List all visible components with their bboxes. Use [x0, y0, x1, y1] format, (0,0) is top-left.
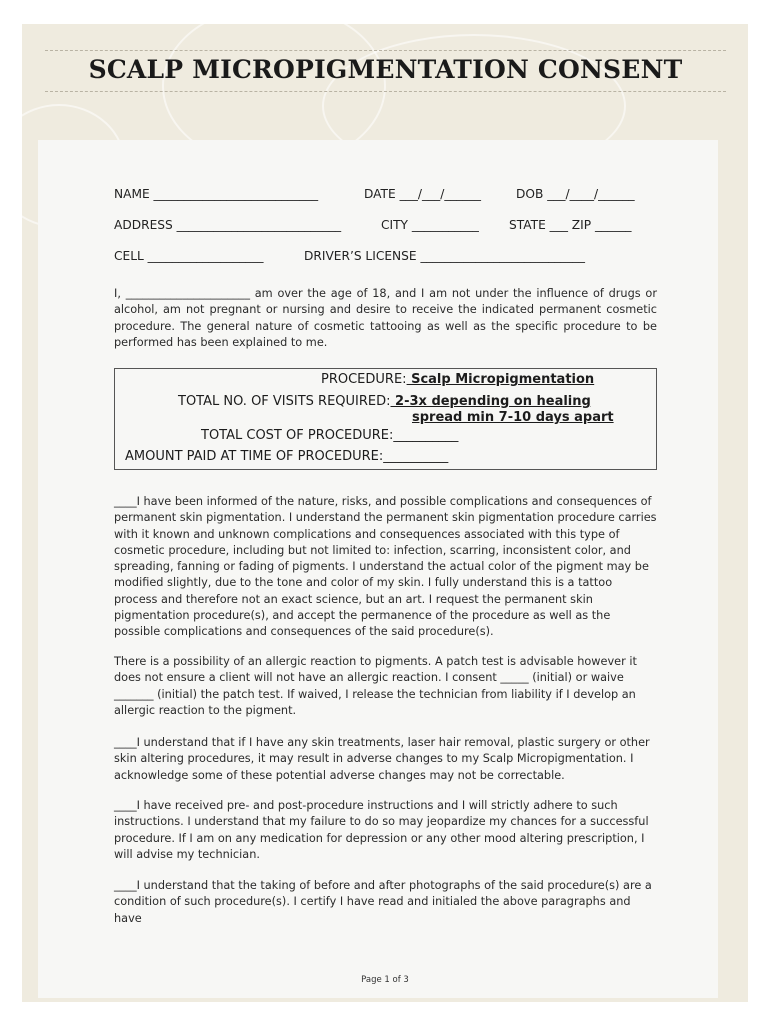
- cost-row: [201, 428, 458, 443]
- paid-value[interactable]: __________: [383, 449, 449, 464]
- treatments-paragraph: ____I understand that if I have any skin treatments, laser hair removal, plastic surgery or other skin altering procedures, it may result in adverse changes to my Scalp Micropigmentation. I acknowledge some of these potential adverse changes may not be correctable.: [114, 736, 650, 782]
- visits-value-2: spread min 7-10 days apart: [412, 410, 614, 425]
- allergy-paragraph: There is a possibility of an allergic reaction to pigments. A patch test is advisable however it does not ensure a client will not have an allergic reaction. I consent _____ (initial) or waive _______ (initial) the patch test. If waived, I release the technician from liability if I develop an allergic reaction to the pigment.: [114, 655, 637, 717]
- paid-label: AMOUNT PAID AT TIME OF PROCEDURE:: [125, 449, 384, 464]
- drivers-license-field[interactable]: DRIVER’S LICENSE ___________________________: [304, 249, 585, 263]
- dob-field[interactable]: DOB ___/____/______: [516, 187, 635, 201]
- instructions-paragraph: ____I have received pre- and post-procedure instructions and I will strictly adhere to such instructions. I understand that my failure to do so may jeopardize my chances for a successful procedure. If I am on any medication for depression or any other mood altering prescription, I will advise my technician.: [114, 799, 649, 861]
- page-title: SCALP MICROPIGMENTATION CONSENT: [88, 55, 683, 84]
- procedure-value: Scalp Micropigmentation: [406, 372, 595, 387]
- state-zip-field[interactable]: STATE ___ ZIP ______: [509, 218, 632, 232]
- procedure-label: PROCEDURE:: [321, 372, 407, 387]
- visits-value: 2-3x depending on healing: [390, 394, 591, 409]
- visits-label: TOTAL NO. OF VISITS REQUIRED:: [178, 394, 391, 409]
- intro-paragraph: I, ______________________ am over the age of 18, and I am not under the influence of drugs or alcohol, am not pregnant or nursing and desire to receive the indicated permanent cosmetic procedure. The general nature of cosmetic tattooing as well as the specific procedure to be performed has been explained to me.: [114, 287, 657, 349]
- address-field[interactable]: ADDRESS ___________________________: [114, 218, 342, 232]
- cost-value[interactable]: __________: [393, 428, 459, 443]
- photos-paragraph: ____I understand that the taking of before and after photographs of the said procedure(s) are a condition of such procedure(s). I certify I have read and initialed the above paragraphs and have: [114, 879, 652, 925]
- city-field[interactable]: CITY ___________: [381, 218, 479, 232]
- cost-label: TOTAL COST OF PROCEDURE:: [201, 428, 394, 443]
- page-number: Page 1 of 3: [361, 975, 409, 985]
- procedure-row: [321, 372, 594, 387]
- cell-field[interactable]: CELL ___________________: [114, 249, 264, 263]
- top-rule: [45, 50, 726, 51]
- informed-paragraph: ____I have been informed of the nature, risks, and possible complications and consequences of permanent skin pigmentation. I understand the permanent skin pigmentation procedure carries with it known and unknown complications and consequences associated with this type of cosmetic procedure, including but not limited to: infection, scarring, inconsistent color, and spreading, fanning or fading of pigments. I understand the actual color of the pigment may be modified slightly, due to the tone and color of my skin. I fully understand this is a tattoo process and therefore not an exact science, but an art. I request the permanent skin pigmentation procedure(s), and accept the permanence of the procedure as well as the possible complications and consequences of the said procedure(s).: [114, 495, 657, 639]
- title-rule: [45, 91, 726, 92]
- visits-row-2: [412, 410, 614, 425]
- date-field[interactable]: DATE ___/___/______: [364, 187, 481, 201]
- paid-row: [125, 449, 448, 464]
- visits-row: [178, 394, 591, 409]
- name-field[interactable]: NAME ___________________________: [114, 187, 319, 201]
